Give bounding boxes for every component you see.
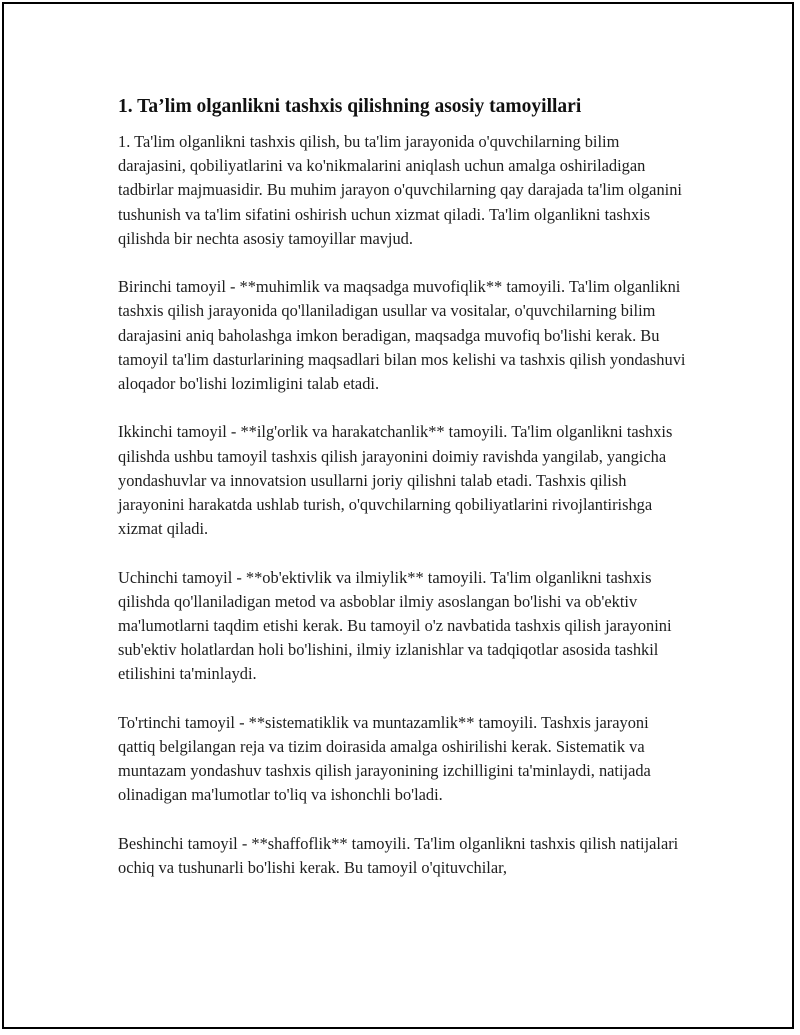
paragraph-second-principle: Ikkinchi tamoyil - **ilg'orlik va harakatchanlik** tamoyili. Ta'lim olganlikni tashxis qilishda ushbu tamoyil tashxis qilish jarayonini doimiy ravishda yangilab, yangicha yondashuvlar va innovatsion usullarni joriy qilishni talab etadi. Tashxis qilish jarayonini harakatda ushlab turish, o'quvchilarning qobiliyatlarini rivojlantirishga xizmat qiladi. <box>118 422 673 539</box>
paragraph-third-principle: Uchinchi tamoyil - **ob'ektivlik va ilmiylik** tamoyili. Ta'lim olganlikni tashxis qilishda qo'llaniladigan metod va asboblar ilmiy asoslangan bo'lishi va ob'ektiv ma'lumotlarni taqdim etishi kerak. Bu tamoyil o'z navbatida tashxis qilish jarayonini sub'ektiv holatlardan holi bo'lishini, ilmiy izlanishlar va tadqiqotlar asosida tashkil etilishini ta'minlaydi. <box>118 567 672 684</box>
paragraph-intro: 1. Ta'lim olganlikni tashxis qilish, bu ta'lim jarayonida o'quvchilarning bilim darajasini, qobiliyatlarini va ko'nikmalarini aniqlash uchun amalga oshiriladigan tadbirlar majmuasidir. Bu muhim jarayon o'quvchilarning qay darajada ta'lim olganini tushunish va ta'lim sifatini oshirish uchun xizmat qiladi. Ta'lim olganlikni tashxis qilishda bir nechta asosiy tamoyillar mavjud. <box>118 132 682 248</box>
paragraph-fifth-principle: Beshinchi tamoyil - **shaffoflik** tamoyili. Ta'lim olganlikni tashxis qilish natijalari ochiq va tushunarli bo'lishi kerak. Bu tamoyil o'qituvchilar, <box>118 833 679 878</box>
document-body <box>118 94 688 880</box>
paragraph-first-principle: Birinchi tamoyil - **muhimlik va maqsadga muvofiqlik** tamoyili. Ta'lim olganlikni tashxis qilish jarayonida qo'llaniladigan usullar va vositalar, o'quvchilarning bilim darajasini aniq baholashga imkon beradigan, maqsadga muvofiq bo'lishi kerak. Bu tamoyil ta'lim dasturlarining maqsadlari bilan mos kelishi va tashxis qilish yondashuvi aloqador bo'lishi lozimligini talab etadi. <box>118 277 686 394</box>
paragraph-fourth-principle: To'rtinchi tamoyil - **sistematiklik va muntazamlik** tamoyili. Tashxis jarayoni qattiq belgilangan reja va tizim doirasida amalga oshirilishi kerak. Sistematik va muntazam yondashuv tashxis qilish jarayonining izchilligini ta'minlaydi, natijada olinadigan ma'lumotlar to'liq va ishonchli bo'ladi. <box>118 712 651 805</box>
section-heading: 1. Ta’lim olganlikni tashxis qilishning asosiy tamoyillari <box>118 96 582 117</box>
